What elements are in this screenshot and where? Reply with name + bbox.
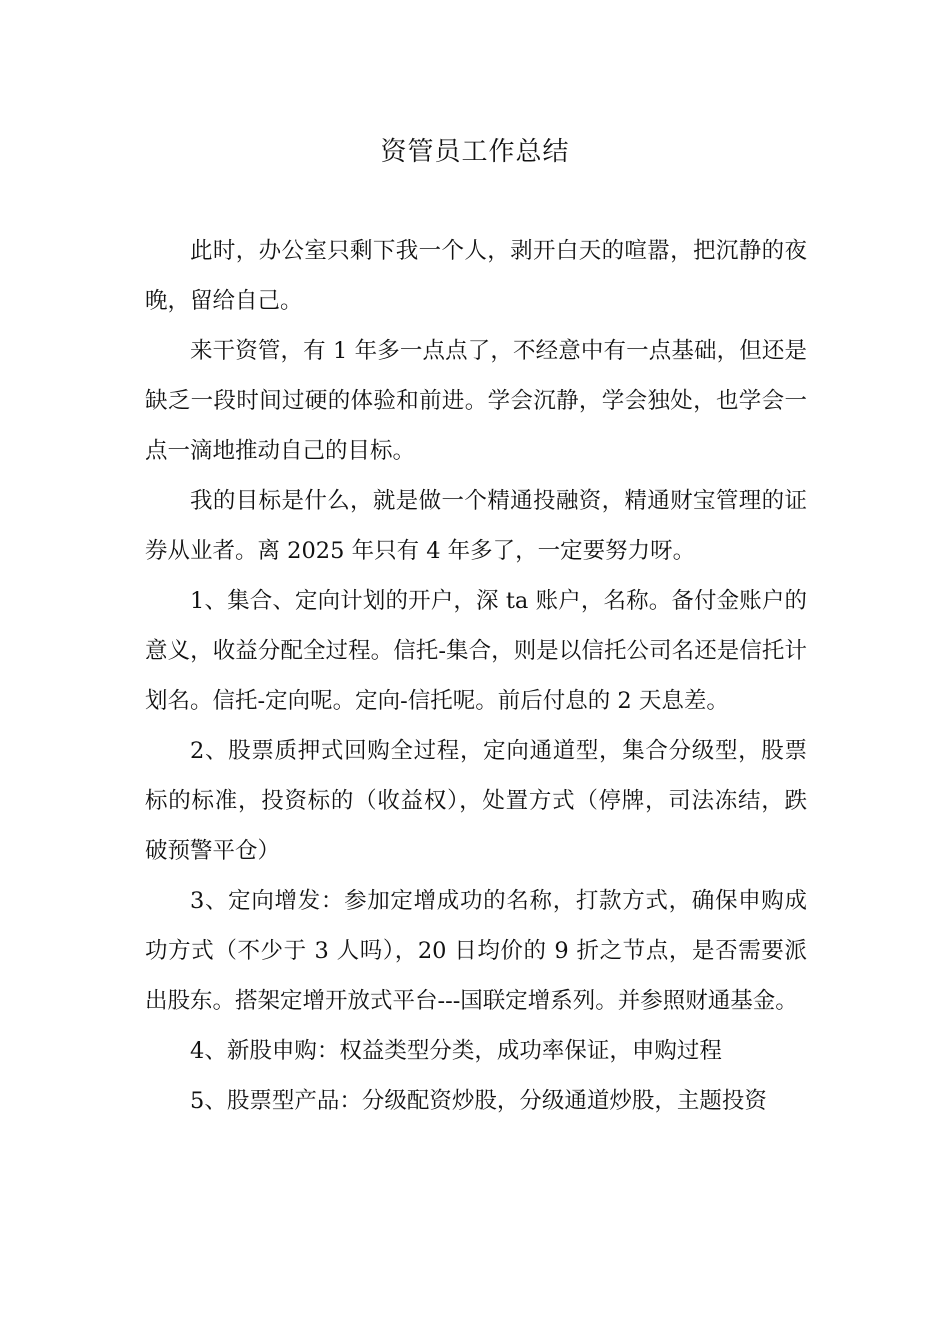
paragraph: 我的目标是什么，就是做一个精通投融资，精通财宝管理的证券从业者。离 2025 年只有 4 年多了，一定要努力呀。	[145, 488, 807, 564]
list-item: 1、集合、定向计划的开户，深 ta 账户，名称。备付金账户的意义，收益分配全过程。信托-集合，则是以信托公司名还是信托计划名。信托-定向呢。定向-信托呢。前后付息的 2 天息差。	[145, 588, 807, 714]
paragraph: 此时，办公室只剩下我一个人，剥开白天的喧嚣，把沉静的夜晚，留给自己。	[145, 238, 807, 314]
list-item: 4、新股申购：权益类型分类，成功率保证，申购过程	[190, 1038, 722, 1064]
document-body	[145, 226, 807, 1126]
document-title: 资管员工作总结	[380, 137, 570, 167]
list-item: 5、股票型产品：分级配资炒股，分级通道炒股，主题投资	[190, 1088, 767, 1114]
list-item: 3、定向增发：参加定增成功的名称，打款方式，确保申购成功方式（不少于 3 人吗），20 日均价的 9 折之节点，是否需要派出股东。搭架定增开放式平台---国联定增系列。并参照财通基金。	[145, 888, 807, 1014]
paragraph: 来干资管，有 1 年多一点点了，不经意中有一点基础，但还是缺乏一段时间过硬的体验和前进。学会沉静，学会独处，也学会一点一滴地推动自己的目标。	[145, 338, 807, 464]
list-item: 2、股票质押式回购全过程，定向通道型，集合分级型，股票标的标准，投资标的（收益权），处置方式（停牌，司法冻结，跌破预警平仓）	[145, 738, 807, 864]
